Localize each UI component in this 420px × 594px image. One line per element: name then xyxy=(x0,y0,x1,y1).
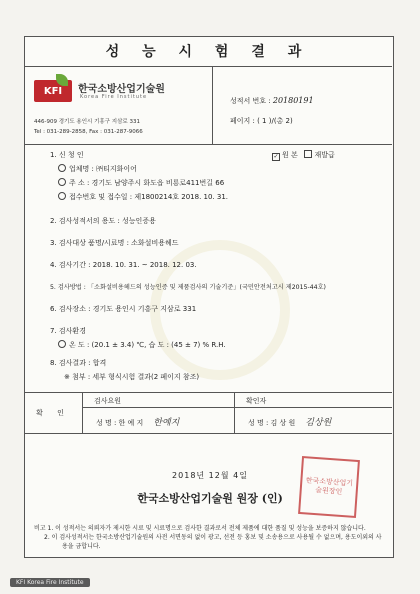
report-number-label: 성적서 번호 : xyxy=(230,97,271,105)
page-title: 성 능 시 험 결 과 xyxy=(105,44,311,60)
purpose: 2. 검사성적서의 용도 : 성능인증용 xyxy=(50,217,156,225)
org-name: 한국소방산업기술원 xyxy=(78,84,165,95)
original-checkbox: ✓ xyxy=(273,153,279,160)
test-item: 3. 검사대상 품명/시료명 : 소화설비용헤드 xyxy=(50,239,179,247)
official-seal-icon: 한국소방산업기술원장인 xyxy=(298,456,360,518)
test-period: 4. 검사기간 : 2018. 10. 31. ~ 2018. 12. 03. xyxy=(50,261,197,269)
env-values: 온 도 : (20.1 ± 3.4) ℃, 습 도 : (45 ± 7) % R.H. xyxy=(58,340,226,350)
confirmation-table xyxy=(24,392,392,434)
reissue-label: 재발급 xyxy=(314,151,335,159)
approver-name: 성 명 : 김 상 원 xyxy=(248,419,296,427)
org-tel: Tel : 031-289-2858, Fax : 031-287-9066 xyxy=(34,129,143,135)
bullet-circle-icon xyxy=(58,164,66,172)
result-label: 8. 검사결과 : 합격 xyxy=(50,359,107,367)
env-label: 7. 검사환경 xyxy=(50,327,86,335)
approver-cell xyxy=(234,393,392,433)
result-attachment: ※ 첨부 : 세부 형식시험 결과(2 페이지 참조) xyxy=(64,373,200,381)
bullet-circle-icon xyxy=(58,192,66,200)
approver-signature: 김상원 xyxy=(305,418,332,428)
confirm-header: 확 인 xyxy=(24,393,83,433)
report-meta xyxy=(220,66,388,144)
note-1: 비고 1. 이 성적서는 의뢰자가 제시한 시료 및 시료명으로 검사한 결과로서 전체 제품에 대한 품질 및 성능을 보증하지 않습니다. xyxy=(34,525,366,532)
inspector-name: 성 명 : 한 예 지 xyxy=(96,419,144,427)
report-number xyxy=(230,96,314,106)
title-row xyxy=(24,36,392,67)
test-location: 6. 검사장소 : 경기도 용인시 기흥구 지삼로 331 xyxy=(50,305,197,313)
applicant-receipt: 접수번호 및 접수일 : 제1800214호 2018. 10. 31. xyxy=(58,192,228,202)
reissue-checkbox xyxy=(304,150,312,158)
header-section xyxy=(24,66,392,145)
footer-brand: KFI Korea Fire Institute xyxy=(10,578,90,587)
applicant-label: 1. 신 청 인 xyxy=(50,151,84,159)
note-2: 2. 이 검사성적서는 한국소방산업기술원의 사전 서면동의 없이 광고, 선전 등 홍보 및 소송용으로 사용될 수 없으며, 용도이외의 사용을 금합니다. xyxy=(44,534,382,550)
bullet-circle-icon xyxy=(58,340,66,348)
applicant-address: 주 소 : 경기도 남양주시 화도읍 비룡로411번길 66 xyxy=(58,178,224,188)
approver-title: 확인자 xyxy=(246,397,267,405)
org-block xyxy=(24,66,213,144)
inspector-title: 검사요원 xyxy=(94,397,122,405)
kfi-logo-icon: KFI xyxy=(34,80,72,102)
applicant-company: 업체명 : ㈜티지화이어 xyxy=(58,164,137,174)
notes xyxy=(34,524,384,551)
inspector-signature: 한예지 xyxy=(153,418,180,428)
original-label: 원 본 xyxy=(282,151,298,159)
inspector-cell xyxy=(82,393,235,433)
report-page: 페이지 : ( 1 )/(총 2) xyxy=(230,117,293,125)
copy-type xyxy=(272,150,335,161)
org-address: 446-909 경기도 용인시 기흥구 지삼로 331 xyxy=(34,119,140,125)
report-number-value: 20180191 xyxy=(272,96,314,105)
test-method: 5. 검사방법 : 「소화설비용헤드의 성능인증 및 제품검사의 기술기준」(국민안전처고시 제2015-44호) xyxy=(50,284,326,291)
bullet-circle-icon xyxy=(58,178,66,186)
issue-date: 2018년 12월 4일 xyxy=(172,471,248,480)
issuer-name: 한국소방산업기술원 원장 (인) xyxy=(137,492,283,505)
org-name-en: Korea Fire Institute xyxy=(80,94,148,100)
